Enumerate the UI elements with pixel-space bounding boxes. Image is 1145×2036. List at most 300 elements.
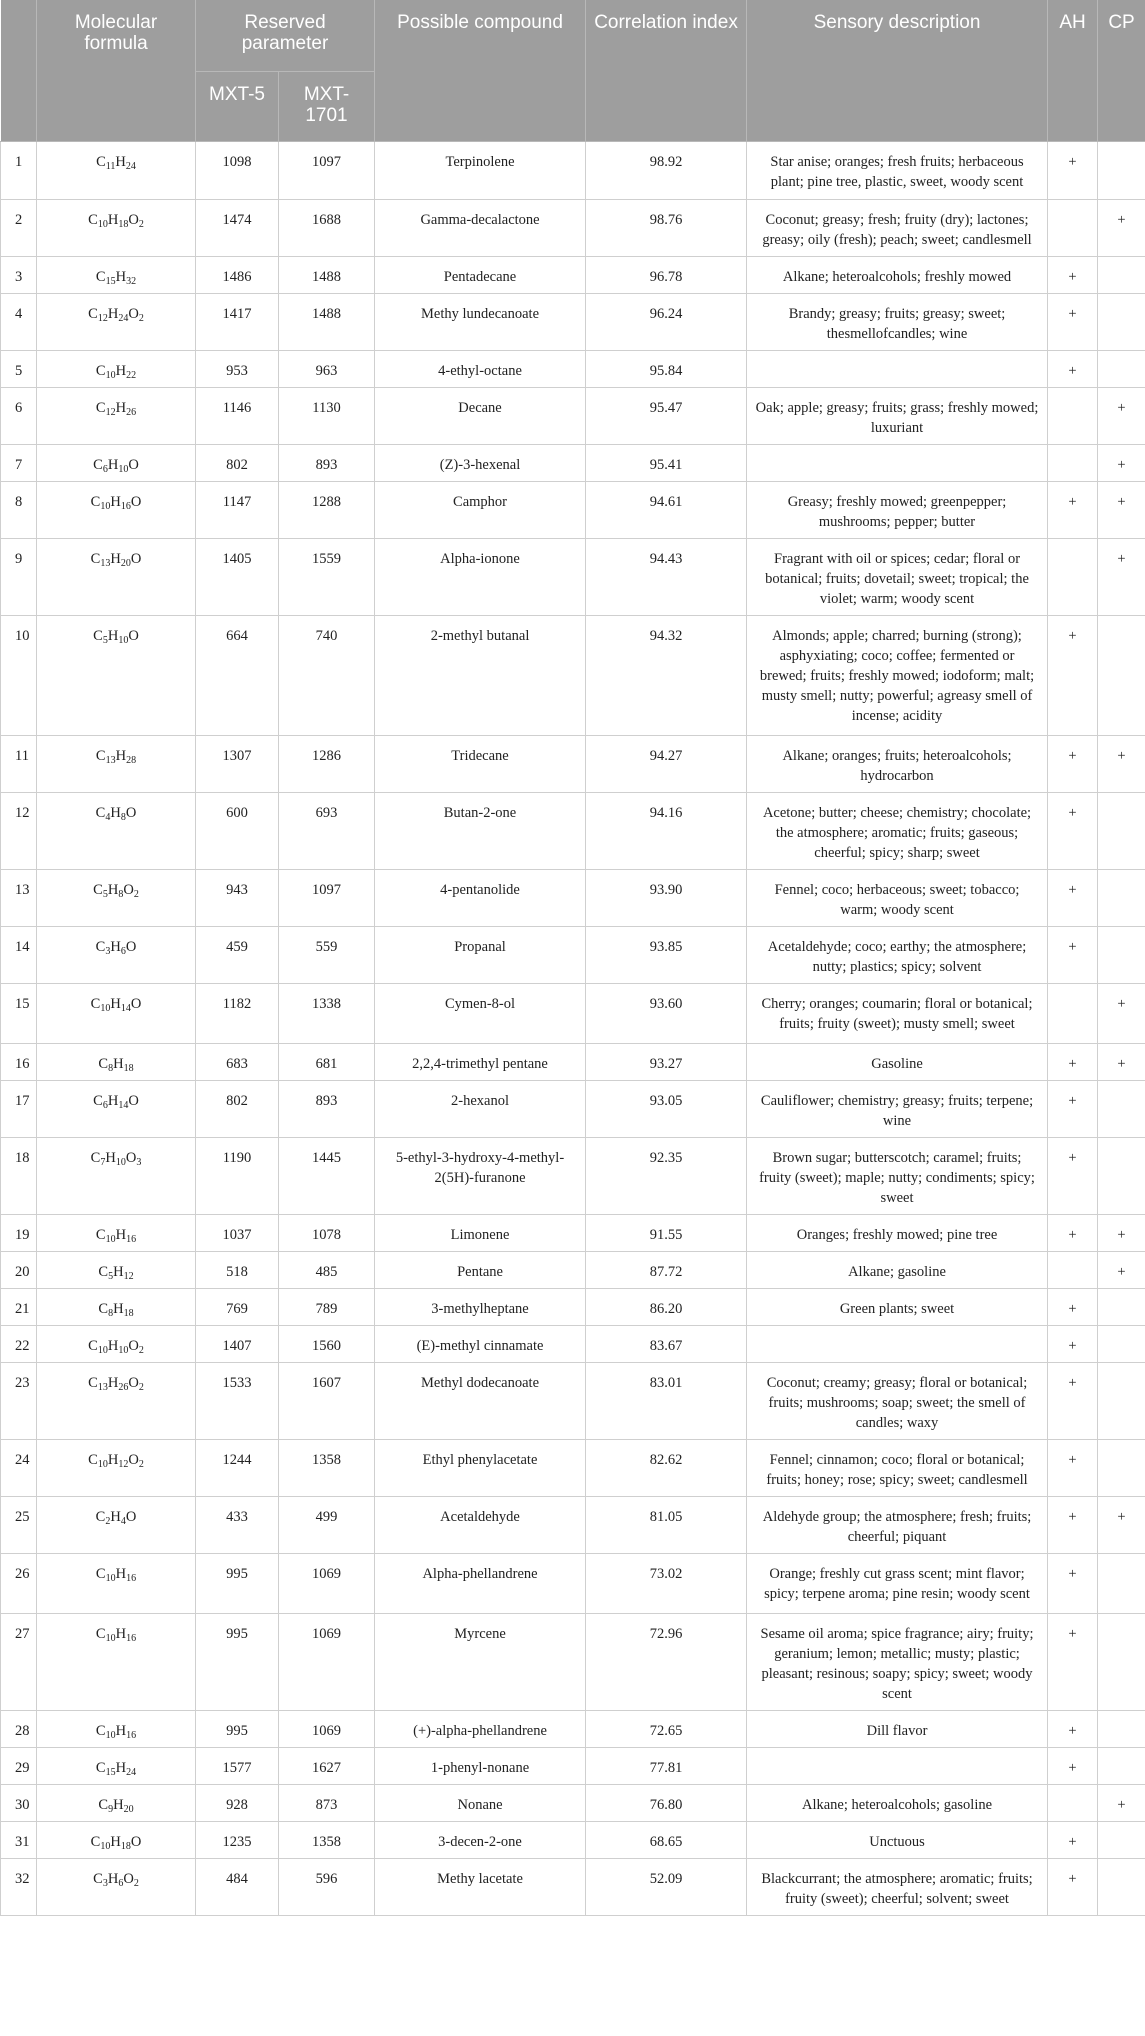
ah-cell: + <box>1048 1439 1098 1496</box>
formula-text: $C_{15}H_{32}$ <box>95 268 137 287</box>
mxt1701-cell: 1338 <box>279 983 375 1043</box>
mxt5-cell: 943 <box>196 869 279 926</box>
formula-text: $C_{10}H_{22}$ <box>95 362 137 381</box>
mxt5-cell: 683 <box>196 1043 279 1080</box>
mxt5-cell: 1486 <box>196 256 279 293</box>
sensory-cell: Brandy; greasy; fruits; greasy; sweet; thesmellofcandles; wine <box>747 293 1048 350</box>
cp-cell <box>1098 869 1145 926</box>
table-row <box>1 792 1145 869</box>
cp-cell: + <box>1098 735 1145 792</box>
mxt5-cell: 1307 <box>196 735 279 792</box>
ah-cell: + <box>1048 1553 1098 1613</box>
table-row <box>1 1496 1145 1553</box>
correlation-cell: 95.84 <box>586 350 747 387</box>
sensory-cell: Fennel; coco; herbaceous; sweet; tobacco; warm; woody scent <box>747 869 1048 926</box>
compound-cell: Pentadecane <box>375 256 586 293</box>
table-row <box>1 293 1145 350</box>
formula-cell <box>37 1214 196 1251</box>
sensory-cell: Acetone; butter; cheese; chemistry; chocolate; the atmosphere; aromatic; fruits; gaseous; cheerful; spicy; sharp; sweet <box>747 792 1048 869</box>
row-number: 3 <box>1 256 37 293</box>
formula-text: $C_{10}H_{16}$ <box>95 1625 137 1644</box>
row-number: 30 <box>1 1784 37 1821</box>
compound-cell: Pentane <box>375 1251 586 1288</box>
mxt1701-cell: 1130 <box>279 387 375 444</box>
mxt5-cell: 769 <box>196 1288 279 1325</box>
formula-cell <box>37 983 196 1043</box>
ah-cell <box>1048 1251 1098 1288</box>
formula-cell <box>37 199 196 256</box>
row-number: 20 <box>1 1251 37 1288</box>
cp-cell <box>1098 1821 1145 1858</box>
correlation-cell: 87.72 <box>586 1251 747 1288</box>
table-row <box>1 1137 1145 1214</box>
sensory-cell: Orange; freshly cut grass scent; mint flavor; spicy; terpene aroma; pine resin; woody scent <box>747 1553 1048 1613</box>
sensory-cell: Star anise; oranges; fresh fruits; herbaceous plant; pine tree, plastic, sweet, woody scent <box>747 141 1048 199</box>
formula-text: $C_{13}H_{28}$ <box>95 747 137 766</box>
ah-cell: + <box>1048 1858 1098 1915</box>
row-number: 6 <box>1 387 37 444</box>
mxt1701-cell: 596 <box>279 1858 375 1915</box>
correlation-cell: 81.05 <box>586 1496 747 1553</box>
formula-cell <box>37 293 196 350</box>
formula-text: $C_{13}H_{26}O_2$ <box>88 1374 144 1393</box>
correlation-cell: 77.81 <box>586 1747 747 1784</box>
header-formula: Molecular formula <box>37 0 196 141</box>
formula-text: $C_{10}H_{12}O_2$ <box>88 1451 144 1470</box>
formula-text: $C_8H_{18}$ <box>98 1300 134 1319</box>
row-number: 14 <box>1 926 37 983</box>
sensory-cell: Acetaldehyde; coco; earthy; the atmosphere; nutty; plastics; spicy; solvent <box>747 926 1048 983</box>
mxt1701-cell: 1069 <box>279 1553 375 1613</box>
table-row <box>1 350 1145 387</box>
ah-cell: + <box>1048 1137 1098 1214</box>
formula-cell <box>37 444 196 481</box>
cp-cell: + <box>1098 444 1145 481</box>
mxt1701-cell: 485 <box>279 1251 375 1288</box>
ah-cell <box>1048 1784 1098 1821</box>
compound-cell: Limonene <box>375 1214 586 1251</box>
sensory-cell: Dill flavor <box>747 1710 1048 1747</box>
ah-cell: + <box>1048 1613 1098 1710</box>
mxt5-cell: 518 <box>196 1251 279 1288</box>
correlation-cell: 91.55 <box>586 1214 747 1251</box>
correlation-cell: 93.85 <box>586 926 747 983</box>
compound-cell: Propanal <box>375 926 586 983</box>
formula-text: $C_4H_8O$ <box>95 804 137 823</box>
row-number: 18 <box>1 1137 37 1214</box>
table-row <box>1 1747 1145 1784</box>
cp-cell <box>1098 1747 1145 1784</box>
mxt5-cell: 484 <box>196 1858 279 1915</box>
header-sensory: Sensory description <box>747 0 1048 141</box>
ah-cell <box>1048 387 1098 444</box>
compound-cell: 4-ethyl-octane <box>375 350 586 387</box>
sensory-cell: Alkane; heteroalcohols; freshly mowed <box>747 256 1048 293</box>
compound-cell: (Z)-3-hexenal <box>375 444 586 481</box>
sensory-cell: Greasy; freshly mowed; greenpepper; mushrooms; pepper; butter <box>747 481 1048 538</box>
mxt1701-cell: 1097 <box>279 869 375 926</box>
compound-cell: Alpha-ionone <box>375 538 586 615</box>
table-row <box>1 1784 1145 1821</box>
table-row <box>1 1214 1145 1251</box>
cp-cell: + <box>1098 538 1145 615</box>
correlation-cell: 68.65 <box>586 1821 747 1858</box>
table-row <box>1 1710 1145 1747</box>
correlation-cell: 72.65 <box>586 1710 747 1747</box>
mxt5-cell: 1417 <box>196 293 279 350</box>
compound-cell: Cymen-8-ol <box>375 983 586 1043</box>
formula-text: $C_{10}H_{16}O$ <box>90 493 142 512</box>
table-row <box>1 387 1145 444</box>
formula-text: $C_5H_{10}O$ <box>93 627 139 646</box>
row-number: 11 <box>1 735 37 792</box>
cp-cell: + <box>1098 387 1145 444</box>
correlation-cell: 72.96 <box>586 1613 747 1710</box>
row-number: 19 <box>1 1214 37 1251</box>
formula-cell <box>37 1613 196 1710</box>
mxt5-cell: 802 <box>196 444 279 481</box>
table-row <box>1 481 1145 538</box>
table-row <box>1 869 1145 926</box>
compound-cell: (+)-alpha-phellandrene <box>375 1710 586 1747</box>
cp-cell <box>1098 256 1145 293</box>
mxt1701-cell: 1559 <box>279 538 375 615</box>
compound-cell: 3-methylheptane <box>375 1288 586 1325</box>
row-number: 15 <box>1 983 37 1043</box>
table-row <box>1 1043 1145 1080</box>
mxt5-cell: 1405 <box>196 538 279 615</box>
mxt1701-cell: 1069 <box>279 1710 375 1747</box>
formula-cell <box>37 1553 196 1613</box>
table-row <box>1 538 1145 615</box>
formula-text: $C_{10}H_{16}$ <box>95 1226 137 1245</box>
ah-cell: + <box>1048 1043 1098 1080</box>
header-cp: CP <box>1098 0 1145 141</box>
formula-cell <box>37 1710 196 1747</box>
formula-cell <box>37 538 196 615</box>
formula-cell <box>37 1439 196 1496</box>
formula-text: $C_{11}H_{24}$ <box>96 153 136 172</box>
row-number: 28 <box>1 1710 37 1747</box>
mxt1701-cell: 1078 <box>279 1214 375 1251</box>
compound-cell: 5-ethyl-3-hydroxy-4-methyl-2(5H)-furanone <box>375 1137 586 1214</box>
ah-cell: + <box>1048 1821 1098 1858</box>
sensory-cell: Brown sugar; butterscotch; caramel; fruits; fruity (sweet); maple; nutty; condiments; spicy; sweet <box>747 1137 1048 1214</box>
row-number: 32 <box>1 1858 37 1915</box>
formula-cell <box>37 1747 196 1784</box>
formula-cell <box>37 481 196 538</box>
correlation-cell: 95.41 <box>586 444 747 481</box>
row-number: 5 <box>1 350 37 387</box>
correlation-cell: 96.24 <box>586 293 747 350</box>
formula-cell <box>37 141 196 199</box>
compound-cell: Nonane <box>375 1784 586 1821</box>
cp-cell <box>1098 1553 1145 1613</box>
ah-cell: + <box>1048 1214 1098 1251</box>
formula-cell <box>37 1784 196 1821</box>
sensory-cell: Almonds; apple; charred; burning (strong); asphyxiating; coco; coffee; fermented or brewed; fruits; freshly mowed; iodoform; malt; musty smell; nutty; powerful; agreasy smell of incense; acidity <box>747 615 1048 735</box>
correlation-cell: 95.47 <box>586 387 747 444</box>
ah-cell: + <box>1048 869 1098 926</box>
table-row <box>1 1613 1145 1710</box>
table-row <box>1 615 1145 735</box>
sensory-cell: Blackcurrant; the atmosphere; aromatic; fruits; fruity (sweet); cheerful; solvent; sweet <box>747 1858 1048 1915</box>
correlation-cell: 94.32 <box>586 615 747 735</box>
mxt5-cell: 1244 <box>196 1439 279 1496</box>
row-number: 27 <box>1 1613 37 1710</box>
header-mxt1701: MXT-1701 <box>279 71 375 141</box>
cp-cell: + <box>1098 199 1145 256</box>
row-number: 13 <box>1 869 37 926</box>
table-row <box>1 1080 1145 1137</box>
correlation-cell: 94.61 <box>586 481 747 538</box>
mxt1701-cell: 559 <box>279 926 375 983</box>
ah-cell <box>1048 444 1098 481</box>
row-number: 2 <box>1 199 37 256</box>
ah-cell: + <box>1048 1080 1098 1137</box>
cp-cell: + <box>1098 1784 1145 1821</box>
table-body <box>1 141 1145 1915</box>
mxt5-cell: 928 <box>196 1784 279 1821</box>
mxt1701-cell: 1560 <box>279 1325 375 1362</box>
correlation-cell: 98.92 <box>586 141 747 199</box>
formula-cell <box>37 1043 196 1080</box>
mxt5-cell: 1474 <box>196 199 279 256</box>
compound-cell: Gamma-decalactone <box>375 199 586 256</box>
sensory-cell: Alkane; oranges; fruits; heteroalcohols; hydrocarbon <box>747 735 1048 792</box>
table-row <box>1 1858 1145 1915</box>
mxt5-cell: 1577 <box>196 1747 279 1784</box>
compound-cell: Ethyl phenylacetate <box>375 1439 586 1496</box>
ah-cell: + <box>1048 615 1098 735</box>
formula-cell <box>37 735 196 792</box>
ah-cell: + <box>1048 1288 1098 1325</box>
ah-cell: + <box>1048 792 1098 869</box>
correlation-cell: 94.16 <box>586 792 747 869</box>
formula-cell <box>37 387 196 444</box>
mxt1701-cell: 681 <box>279 1043 375 1080</box>
compound-cell: Methy lundecanoate <box>375 293 586 350</box>
formula-cell <box>37 1362 196 1439</box>
table-row <box>1 1439 1145 1496</box>
sensory-cell: Gasoline <box>747 1043 1048 1080</box>
sensory-cell: Coconut; greasy; fresh; fruity (dry); lactones; greasy; oily (fresh); peach; sweet; candlesmell <box>747 199 1048 256</box>
ah-cell: + <box>1048 1710 1098 1747</box>
sensory-cell: Sesame oil aroma; spice fragrance; airy; fruity; geranium; lemon; metallic; musty; plastic; pleasant; resinous; soapy; spicy; sweet; woody scent <box>747 1613 1048 1710</box>
mxt1701-cell: 893 <box>279 444 375 481</box>
sensory-cell: Unctuous <box>747 1821 1048 1858</box>
compound-cell: Acetaldehyde <box>375 1496 586 1553</box>
cp-cell: + <box>1098 1043 1145 1080</box>
row-number: 25 <box>1 1496 37 1553</box>
ah-cell <box>1048 199 1098 256</box>
mxt5-cell: 995 <box>196 1613 279 1710</box>
mxt1701-cell: 963 <box>279 350 375 387</box>
cp-cell: + <box>1098 1496 1145 1553</box>
compound-cell: Butan-2-one <box>375 792 586 869</box>
table-row <box>1 1288 1145 1325</box>
ah-cell: + <box>1048 1362 1098 1439</box>
cp-cell: + <box>1098 481 1145 538</box>
formula-cell <box>37 1325 196 1362</box>
compound-cell: Decane <box>375 387 586 444</box>
sensory-cell: Cherry; oranges; coumarin; floral or botanical; fruits; fruity (sweet); musty smell; sweet <box>747 983 1048 1043</box>
mxt1701-cell: 1488 <box>279 256 375 293</box>
mxt5-cell: 1407 <box>196 1325 279 1362</box>
correlation-cell: 98.76 <box>586 199 747 256</box>
formula-cell <box>37 792 196 869</box>
correlation-cell: 92.35 <box>586 1137 747 1214</box>
table-row <box>1 141 1145 199</box>
header-ah: AH <box>1048 0 1098 141</box>
row-number: 9 <box>1 538 37 615</box>
ah-cell: + <box>1048 481 1098 538</box>
formula-text: $C_3H_6O$ <box>95 938 137 957</box>
formula-cell <box>37 1496 196 1553</box>
correlation-cell: 73.02 <box>586 1553 747 1613</box>
correlation-cell: 86.20 <box>586 1288 747 1325</box>
mxt5-cell: 1235 <box>196 1821 279 1858</box>
formula-text: $C_{12}H_{26}$ <box>95 399 137 418</box>
correlation-cell: 93.60 <box>586 983 747 1043</box>
compound-cell: 2-hexanol <box>375 1080 586 1137</box>
cp-cell <box>1098 1439 1145 1496</box>
formula-text: $C_{10}H_{16}$ <box>95 1722 137 1741</box>
compound-cell: Alpha-phellandrene <box>375 1553 586 1613</box>
sensory-cell <box>747 1747 1048 1784</box>
mxt5-cell: 1190 <box>196 1137 279 1214</box>
cp-cell: + <box>1098 983 1145 1043</box>
compound-cell: 2-methyl butanal <box>375 615 586 735</box>
compound-cell: Methy lacetate <box>375 1858 586 1915</box>
row-number: 10 <box>1 615 37 735</box>
mxt1701-cell: 1607 <box>279 1362 375 1439</box>
mxt5-cell: 433 <box>196 1496 279 1553</box>
formula-text: $C_{10}H_{16}$ <box>95 1565 137 1584</box>
formula-text: $C_5H_{12}$ <box>98 1263 134 1282</box>
cp-cell <box>1098 1137 1145 1214</box>
header-correlation: Correlation index <box>586 0 747 141</box>
mxt5-cell: 1037 <box>196 1214 279 1251</box>
row-number: 24 <box>1 1439 37 1496</box>
formula-cell <box>37 1080 196 1137</box>
cp-cell <box>1098 1362 1145 1439</box>
ah-cell: + <box>1048 256 1098 293</box>
mxt5-cell: 1533 <box>196 1362 279 1439</box>
formula-text: $C_{10}H_{10}O_2$ <box>88 1337 144 1356</box>
formula-cell <box>37 1251 196 1288</box>
cp-cell: + <box>1098 1251 1145 1288</box>
correlation-cell: 93.90 <box>586 869 747 926</box>
formula-cell <box>37 926 196 983</box>
mxt1701-cell: 1286 <box>279 735 375 792</box>
mxt1701-cell: 1627 <box>279 1747 375 1784</box>
mxt1701-cell: 1358 <box>279 1821 375 1858</box>
ah-cell: + <box>1048 350 1098 387</box>
mxt5-cell: 953 <box>196 350 279 387</box>
compound-cell: 4-pentanolide <box>375 869 586 926</box>
mxt1701-cell: 1445 <box>279 1137 375 1214</box>
mxt5-cell: 1098 <box>196 141 279 199</box>
row-number: 12 <box>1 792 37 869</box>
formula-text: $C_7H_{10}O_3$ <box>90 1149 142 1168</box>
table-row <box>1 1251 1145 1288</box>
row-number: 16 <box>1 1043 37 1080</box>
ah-cell <box>1048 538 1098 615</box>
formula-text: $C_2H_4O$ <box>95 1508 137 1527</box>
sensory-cell: Green plants; sweet <box>747 1288 1048 1325</box>
row-number: 7 <box>1 444 37 481</box>
ah-cell <box>1048 983 1098 1043</box>
mxt1701-cell: 1069 <box>279 1613 375 1710</box>
sensory-cell <box>747 444 1048 481</box>
ah-cell: + <box>1048 735 1098 792</box>
mxt1701-cell: 693 <box>279 792 375 869</box>
compound-cell: 2,2,4-trimethyl pentane <box>375 1043 586 1080</box>
table-header <box>1 0 1145 141</box>
cp-cell <box>1098 1288 1145 1325</box>
mxt5-cell: 600 <box>196 792 279 869</box>
row-number: 1 <box>1 141 37 199</box>
row-number: 31 <box>1 1821 37 1858</box>
formula-cell <box>37 1858 196 1915</box>
sensory-cell: Alkane; heteroalcohols; gasoline <box>747 1784 1048 1821</box>
sensory-cell: Oak; apple; greasy; fruits; grass; freshly mowed; luxuriant <box>747 387 1048 444</box>
ah-cell: + <box>1048 141 1098 199</box>
mxt1701-cell: 1488 <box>279 293 375 350</box>
correlation-cell: 94.43 <box>586 538 747 615</box>
ah-cell: + <box>1048 1747 1098 1784</box>
cp-cell <box>1098 293 1145 350</box>
row-number: 26 <box>1 1553 37 1613</box>
formula-cell <box>37 869 196 926</box>
formula-text: $C_{15}H_{24}$ <box>95 1759 137 1778</box>
mxt1701-cell: 1097 <box>279 141 375 199</box>
mxt1701-cell: 740 <box>279 615 375 735</box>
cp-cell <box>1098 350 1145 387</box>
mxt1701-cell: 499 <box>279 1496 375 1553</box>
cp-cell <box>1098 792 1145 869</box>
table-row <box>1 199 1145 256</box>
correlation-cell: 93.05 <box>586 1080 747 1137</box>
sensory-cell: Coconut; creamy; greasy; floral or botanical; fruits; mushrooms; soap; sweet; the smell of candles; waxy <box>747 1362 1048 1439</box>
mxt5-cell: 1146 <box>196 387 279 444</box>
sensory-cell: Oranges; freshly mowed; pine tree <box>747 1214 1048 1251</box>
ah-cell: + <box>1048 293 1098 350</box>
compound-cell: Camphor <box>375 481 586 538</box>
formula-cell <box>37 350 196 387</box>
compound-cell: (E)-methyl cinnamate <box>375 1325 586 1362</box>
mxt5-cell: 1182 <box>196 983 279 1043</box>
header-mxt5: MXT-5 <box>196 71 279 141</box>
cp-cell <box>1098 1080 1145 1137</box>
ah-cell: + <box>1048 926 1098 983</box>
correlation-cell: 96.78 <box>586 256 747 293</box>
cp-cell: + <box>1098 1214 1145 1251</box>
cp-cell <box>1098 141 1145 199</box>
mxt5-cell: 1147 <box>196 481 279 538</box>
sensory-cell: Fennel; cinnamon; coco; floral or botanical; fruits; honey; rose; spicy; sweet; candlesmell <box>747 1439 1048 1496</box>
mxt5-cell: 802 <box>196 1080 279 1137</box>
mxt1701-cell: 893 <box>279 1080 375 1137</box>
sensory-cell: Alkane; gasoline <box>747 1251 1048 1288</box>
formula-text: $C_{10}H_{18}O_2$ <box>88 211 144 230</box>
correlation-cell: 93.27 <box>586 1043 747 1080</box>
cp-cell <box>1098 1710 1145 1747</box>
header-reserved: Reserved parameter <box>196 0 375 71</box>
formula-text: $C_9H_{20}$ <box>98 1796 134 1815</box>
formula-cell <box>37 1288 196 1325</box>
